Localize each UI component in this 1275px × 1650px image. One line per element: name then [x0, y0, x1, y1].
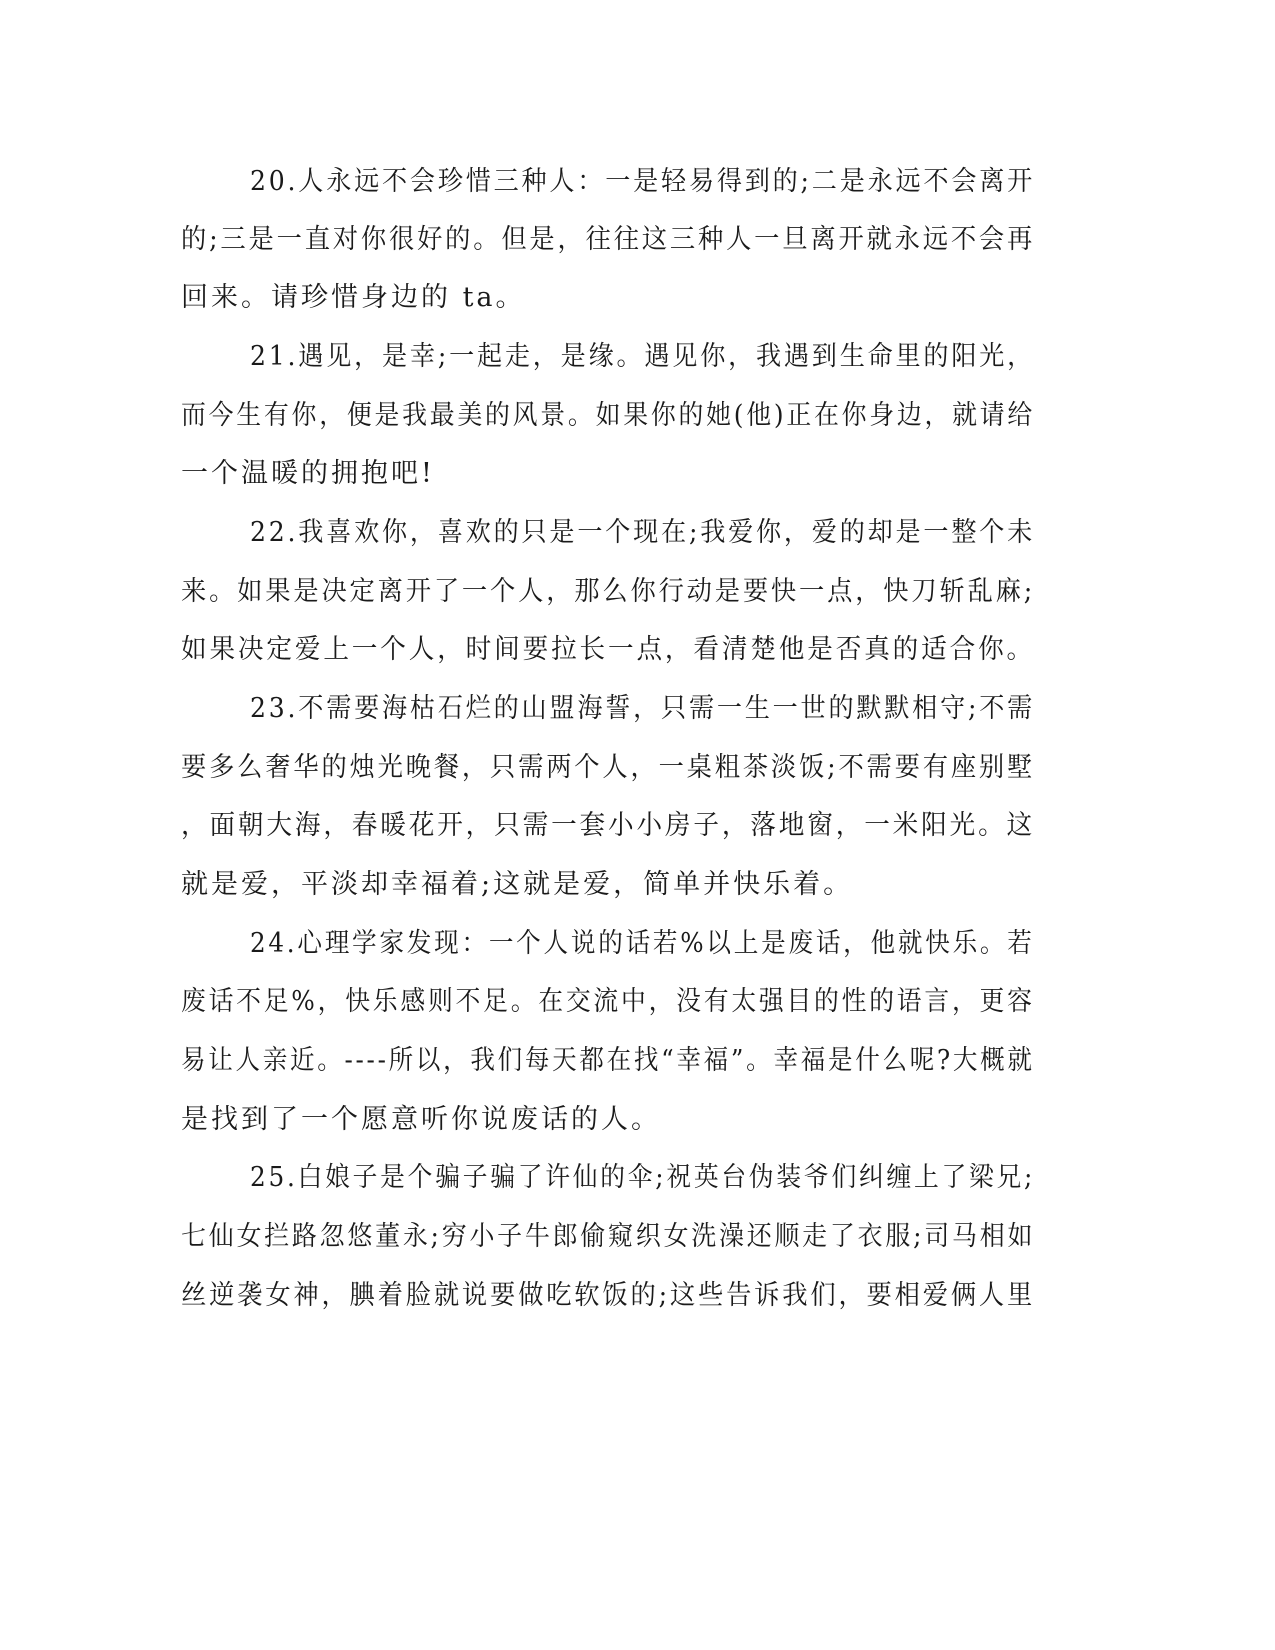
paragraph-20-line-1: 20.人永远不会珍惜三种人：一是轻易得到的;二是永远不会离开 — [250, 166, 1036, 197]
paragraph-25-line-1: 25.白娘子是个骗子骗了许仙的伞;祝英台伪装爷们纠缠上了梁兄; — [250, 1162, 1036, 1193]
paragraph-22-line-2: 来。如果是决定离开了一个人，那么你行动是要快一点，快刀斩乱麻; — [181, 576, 1036, 607]
paragraph-21-line-3: 一个温暖的拥抱吧! — [181, 458, 435, 489]
paragraph-20-line-2: 的;三是一直对你很好的。但是，往往这三种人一旦离开就永远不会再 — [181, 224, 1036, 255]
paragraph-25-line-2: 七仙女拦路忽悠董永;穷小子牛郎偷窥织女洗澡还顺走了衣服;司马相如 — [181, 1221, 1036, 1252]
paragraph-24-line-2: 废话不足%，快乐感则不足。在交流中，没有太强目的性的语言，更容 — [181, 986, 1035, 1017]
paragraph-20-line-3: 回来。请珍惜身边的 ta。 — [181, 282, 526, 313]
paragraph-22-line-3: 如果决定爱上一个人，时间要拉长一点，看清楚他是否真的适合你。 — [181, 634, 1035, 665]
paragraph-23-line-3: ，面朝大海，春暖花开，只需一套小小房子，落地窗，一米阳光。这 — [181, 810, 1035, 841]
paragraph-24-line-4: 是找到了一个愿意听你说废话的人。 — [181, 1104, 661, 1135]
paragraph-25-line-3: 丝逆袭女神，腆着脸就说要做吃软饭的;这些告诉我们，要相爱俩人里 — [181, 1280, 1036, 1311]
paragraph-21-line-1: 21.遇见，是幸;一起走，是缘。遇见你，我遇到生命里的阳光， — [250, 341, 1036, 372]
paragraph-24-line-1: 24.心理学家发现：一个人说的话若%以上是废话，他就快乐。若 — [250, 928, 1035, 959]
paragraph-24-line-3: 易让人亲近。----所以，我们每天都在找“幸福”。幸福是什么呢?大概就 — [181, 1045, 1035, 1076]
paragraph-21-line-2: 而今生有你，便是我最美的风景。如果你的她(他)正在你身边，就请给 — [181, 400, 1036, 431]
paragraph-23-line-1: 23.不需要海枯石烂的山盟海誓，只需一生一世的默默相守;不需 — [250, 693, 1036, 724]
paragraph-23-line-4: 就是爱，平淡却幸福着;这就是爱，简单并快乐着。 — [181, 869, 854, 900]
paragraph-23-line-2: 要多么奢华的烛光晚餐，只需两个人，一桌粗茶淡饭;不需要有座别墅 — [181, 752, 1036, 783]
paragraph-22-line-1: 22.我喜欢你，喜欢的只是一个现在;我爱你，爱的却是一整个未 — [250, 517, 1036, 548]
